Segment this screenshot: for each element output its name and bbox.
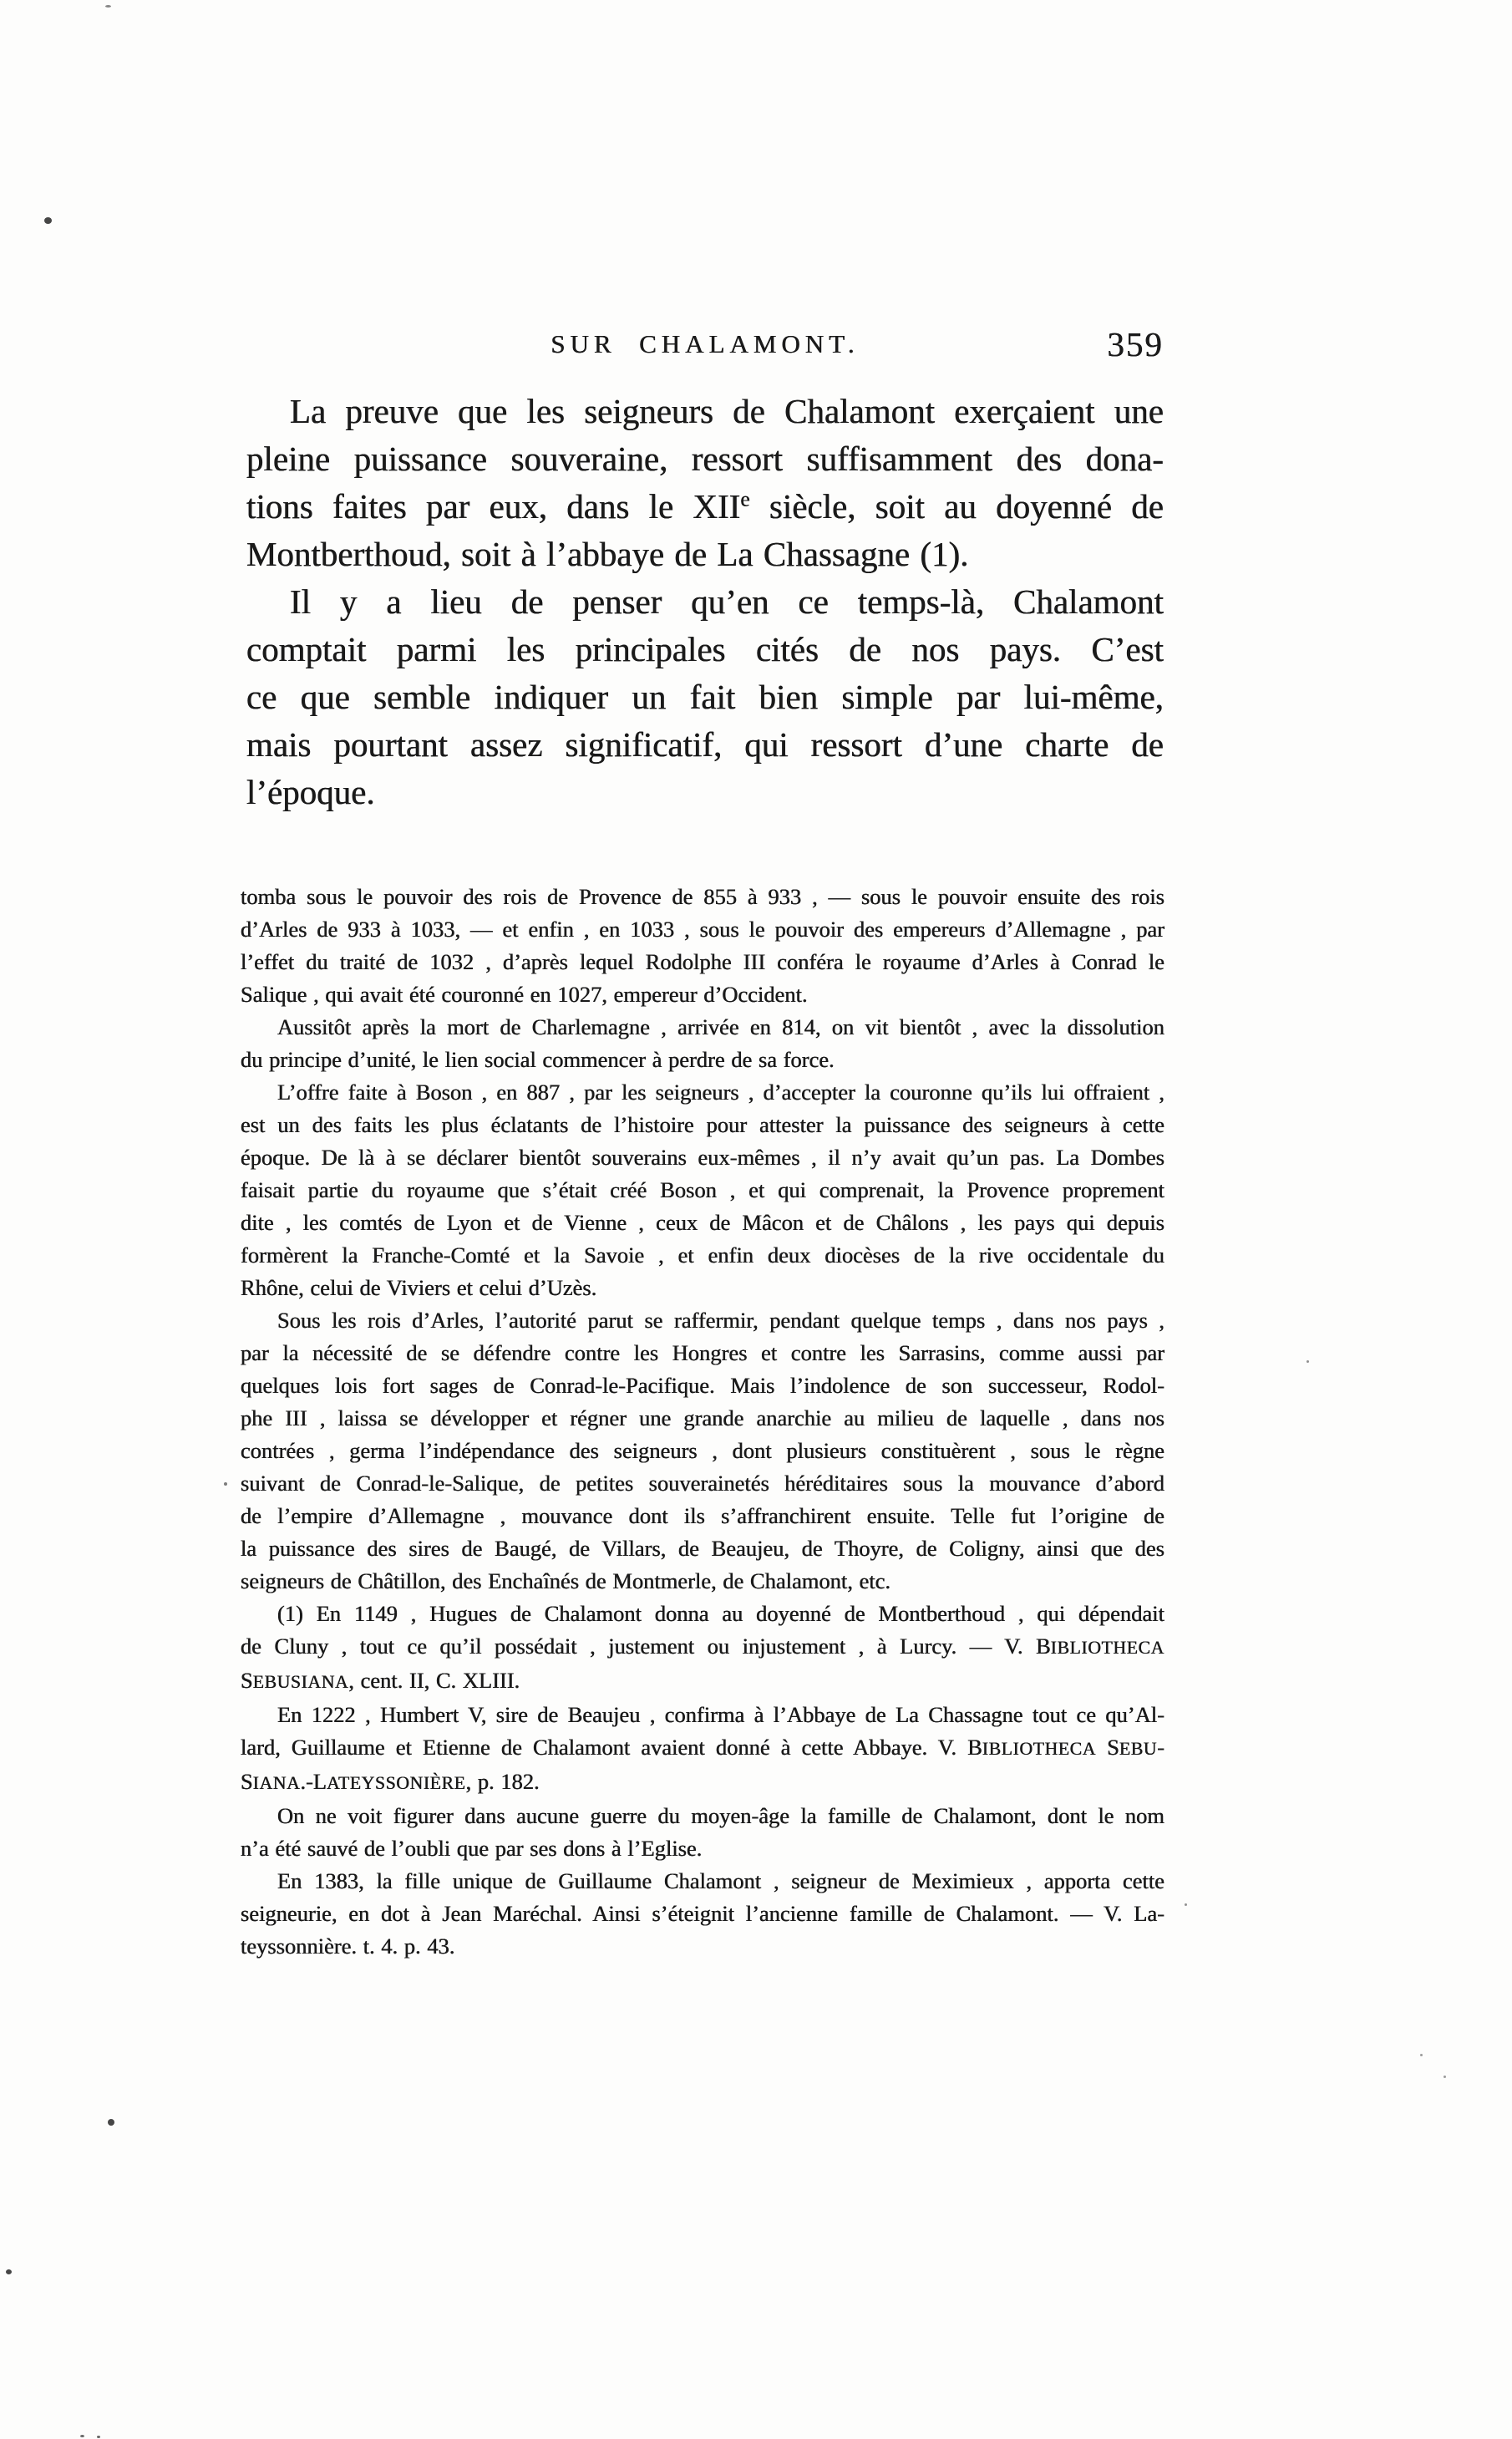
text-line: L’offre faite à Boson , en 887 , par les seigneurs , d’accepter la couronne qu’ils lui offraient ,: [277, 1080, 1164, 1105]
text-line: En 1383, la fille unique de Guillaume Chalamont , seigneur de Meximieux , apporta cette: [277, 1868, 1164, 1893]
text-line: ce que semble indiquer un fait bien simple par lui-même,: [246, 678, 1164, 716]
text-line: époque. De là à se déclarer bientôt souverains eux-mêmes , il n’y avait qu’un pas. La Dombes: [241, 1145, 1164, 1170]
text-line: Sous les rois d’Arles, l’autorité parut se raffermir, pendant quelque temps , dans nos pays ,: [277, 1308, 1164, 1333]
page-number: 359: [1107, 325, 1164, 363]
scan-speck: [105, 5, 111, 8]
text-line: seigneurie, en dot à Jean Maréchal. Ainsi s’éteignit l’ancienne famille de Chalamont. — V. La-: [241, 1901, 1164, 1926]
text-line: SEBUSIANA, cent. II, C. XLIII.: [241, 1668, 520, 1693]
footnote-text-block: [241, 881, 1164, 1963]
scan-speck: [80, 2435, 84, 2437]
scan-speck: [44, 217, 52, 224]
text-line: On ne voit figurer dans aucune guerre du moyen-âge la famille de Chalamont, dont le nom: [277, 1803, 1164, 1828]
text-line: Salique , qui avait été couronné en 1027, empereur d’Occident.: [241, 982, 808, 1007]
text-line: En 1222 , Humbert V, sire de Beaujeu , confirma à l’Abbaye de La Chassagne tout ce qu’Al-: [277, 1702, 1164, 1727]
text-line: suivant de Conrad-le-Salique, de petites souverainetés héréditaires sous la mouvance d’abord: [241, 1471, 1164, 1496]
text-line: la puissance des sires de Baugé, de Villars, de Beaujeu, de Thoyre, de Coligny, ainsi que des: [241, 1536, 1164, 1561]
main-text-block: [246, 388, 1164, 816]
text-line: lard, Guillaume et Etienne de Chalamont avaient donné à cette Abbaye. V. BIBLIOTHECA SEBU-: [241, 1735, 1164, 1760]
text-line: de Cluny , tout ce qu’il possédait , justement ou injustement , à Lurcy. — V. BIBLIOTHECA: [241, 1634, 1164, 1659]
scan-speck: [108, 2119, 114, 2126]
text-line: d’Arles de 933 à 1033, — et enfin , en 1033 , sous le pouvoir des empereurs d’Allemagne , par: [241, 917, 1164, 942]
text-line: SIANA.-LATEYSSONIÈRE, p. 182.: [241, 1769, 540, 1794]
scan-speck: [6, 2269, 12, 2274]
text-line: (1) En 1149 , Hugues de Chalamont donna au doyenné de Montberthoud , qui dépendait: [277, 1601, 1164, 1626]
text-line: comptait parmi les principales cités de nos pays. C’est: [246, 630, 1164, 668]
scan-speck: [1420, 2054, 1423, 2056]
text-line: est un des faits les plus éclatants de l’histoire pour attester la puissance des seigneurs à cette: [241, 1112, 1164, 1137]
text-line: de l’empire d’Allemagne , mouvance dont ils s’affranchirent ensuite. Telle fut l’origine de: [241, 1503, 1164, 1528]
text-line: par la nécessité de se défendre contre les Hongres et contre les Sarrasins, comme aussi par: [241, 1340, 1164, 1365]
text-line: contrées , germa l’indépendance des seigneurs , dont plusieurs constituèrent , sous le règne: [241, 1438, 1164, 1463]
text-line: formèrent la Franche-Comté et la Savoie , et enfin deux diocèses de la rive occidentale du: [241, 1242, 1164, 1268]
text-line: Aussitôt après la mort de Charlemagne , arrivée en 814, on vit bientôt , avec la dissolution: [277, 1014, 1164, 1039]
scan-speck: [97, 2436, 100, 2438]
text-line: Il y a lieu de penser qu’en ce temps-là, Chalamont: [290, 582, 1164, 621]
text-line: l’époque.: [246, 773, 375, 811]
text-line: pleine puissance souveraine, ressort suffisamment des dona-: [246, 440, 1164, 478]
text-line: n’a été sauvé de l’oubli que par ses dons à l’Eglise.: [241, 1836, 703, 1861]
scan-speck: [1444, 2076, 1446, 2078]
text-line: l’effet du traité de 1032 , d’après lequel Rodolphe III conféra le royaume d’Arles à Conrad le: [241, 949, 1164, 974]
scan-speck: [1307, 1360, 1309, 1363]
text-line: seigneurs de Châtillon, des Enchaînés de Montmerle, de Chalamont, etc.: [241, 1568, 891, 1593]
text-line: mais pourtant assez significatif, qui ressort d’une charte de: [246, 725, 1164, 764]
text-line: quelques lois fort sages de Conrad-le-Pacifique. Mais l’indolence de son successeur, Rodol-: [241, 1373, 1164, 1398]
text-line: tions faites par eux, dans le XIIe siècle, soit au doyenné de: [246, 487, 1164, 526]
page-header-title: SUR CHALAMONT.: [551, 329, 860, 358]
text-line: tomba sous le pouvoir des rois de Provence de 855 à 933 , — sous le pouvoir ensuite des rois: [241, 884, 1164, 909]
scan-speck: [1185, 1903, 1187, 1906]
text-line: faisait partie du royaume que s’était créé Boson , et qui comprenait, la Provence proprement: [241, 1177, 1164, 1202]
scan-speck: [224, 1482, 227, 1486]
text-line: teyssonnière. t. 4. p. 43.: [241, 1933, 455, 1959]
text-line: Rhône, celui de Viviers et celui d’Uzès.: [241, 1275, 597, 1300]
text-line: dite , les comtés de Lyon et de Vienne , ceux de Mâcon et de Châlons , les pays qui depuis: [241, 1210, 1164, 1235]
text-line: du principe d’unité, le lien social commencer à perdre de sa force.: [241, 1047, 835, 1072]
text-line: La preuve que les seigneurs de Chalamont exerçaient une: [290, 392, 1164, 430]
text-line: phe III , laissa se développer et régner une grande anarchie au milieu de laquelle , dans nos: [241, 1405, 1164, 1430]
text-line: Montberthoud, soit à l’abbaye de La Chassagne (1).: [246, 535, 969, 573]
